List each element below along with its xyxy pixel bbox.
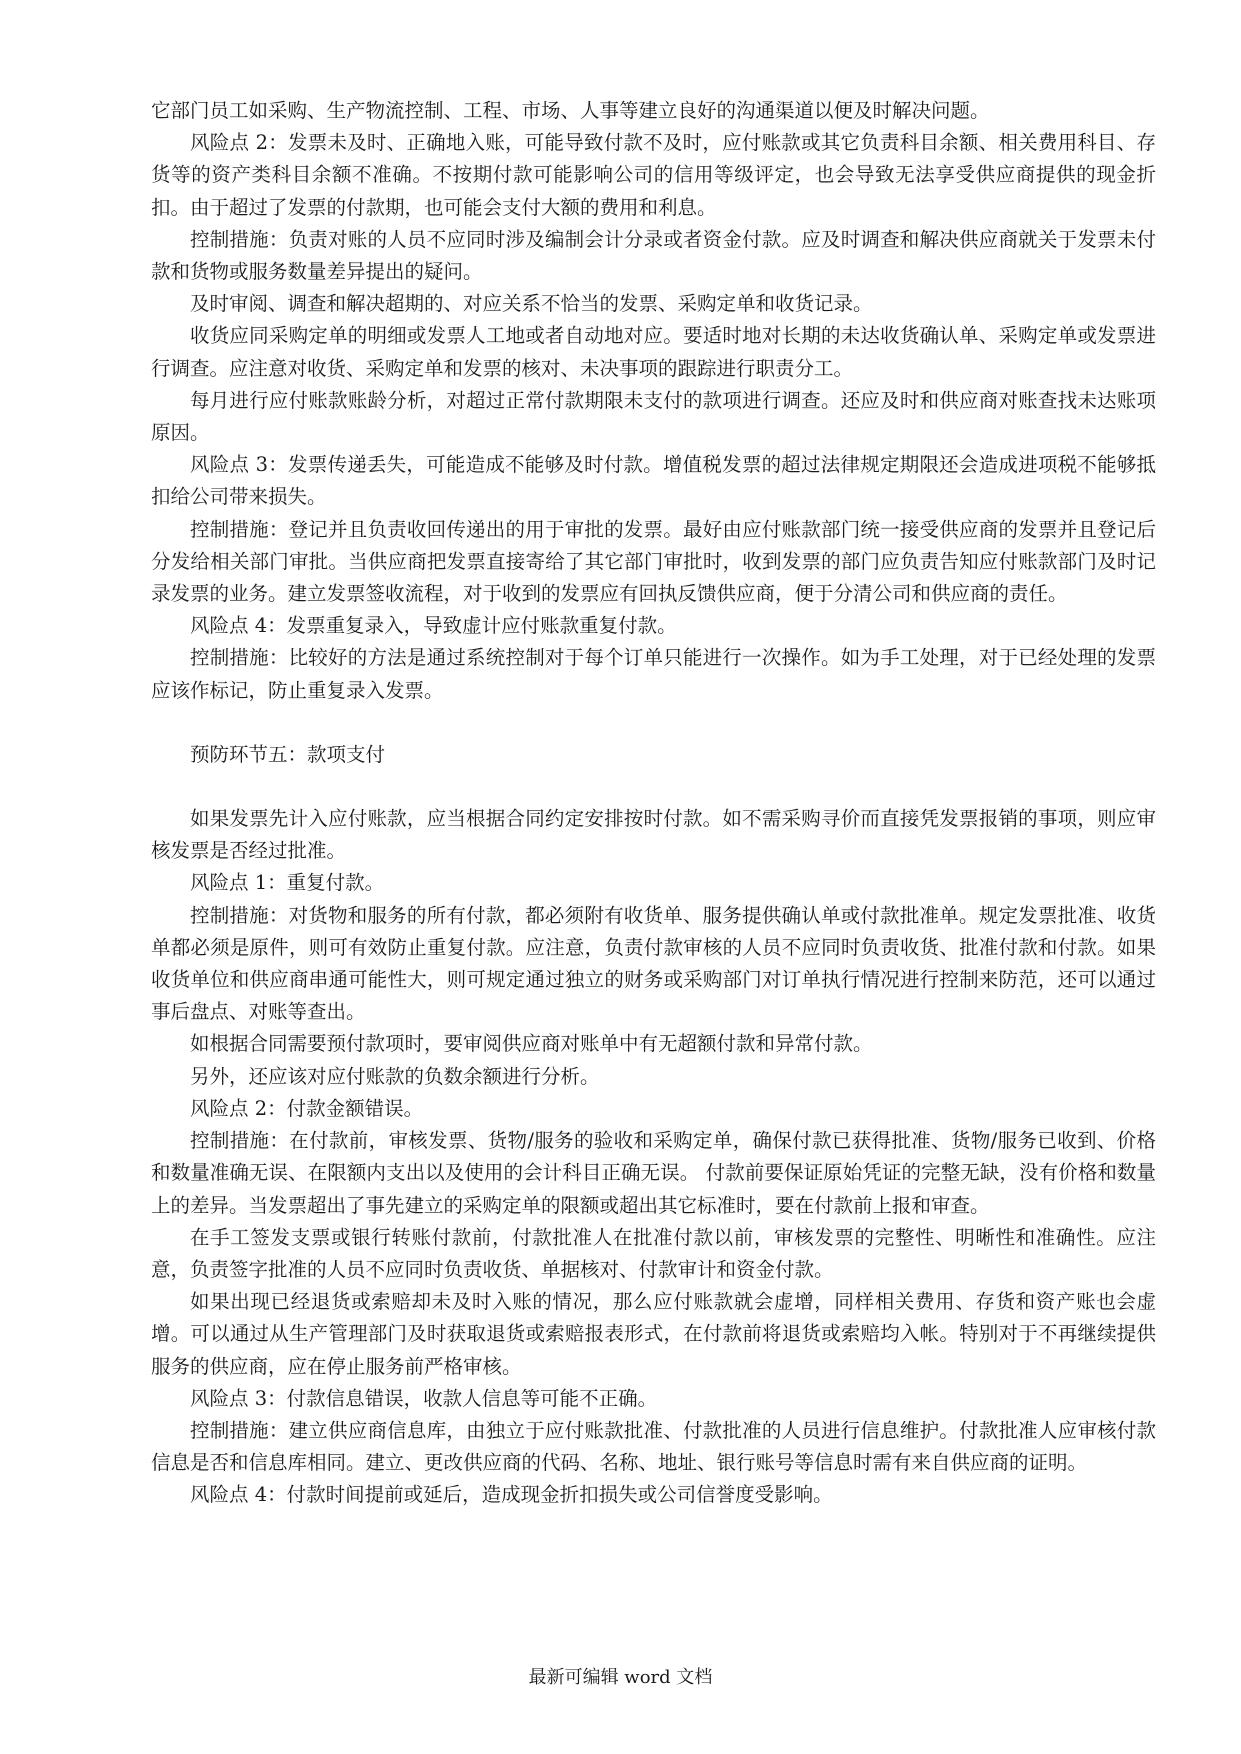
paragraph: 如果发票先计入应付账款，应当根据合同约定安排按时付款。如不需采购寻价而直接凭发票报销的事项，则应审核发票是否经过批准。 — [151, 807, 1156, 863]
paragraph: 控制措施：登记并且负责收回传递出的用于审批的发票。最好由应付账款部门统一接受供应商的发票并且登记后分发给相关部门审批。当供应商把发票直接寄给了其它部门审批时，收到发票的部门应负责告知应付账款部门及时记录发票的业务。建立发票签收流程，对于收到的发票应有回执反馈供应商，便于分清公司和供应商的责任。 — [151, 517, 1156, 606]
paragraph: 控制措施：对货物和服务的所有付款，都必须附有收货单、服务提供确认单或付款批准单。规定发票批准、收货单都必须是原件，则可有效防止重复付款。应注意，负责付款审核的人员不应同时负责收货、批准付款和付款。如果收货单位和供应商串通可能性大，则可规定通过独立的财务或采购部门对订单执行情况进行控制来防范，还可以通过事后盘点、对账等查出。 — [151, 903, 1156, 1024]
paragraph: 控制措施：建立供应商信息库，由独立于应付账款批准、付款批准的人员进行信息维护。付款批准人应审核付款信息是否和信息库相同。建立、更改供应商的代码、名称、地址、银行账号等信息时需有来自供应商的证明。 — [151, 1418, 1156, 1475]
page-footer: 最新可编辑 word 文档 — [528, 1667, 713, 1688]
paragraph: 风险点 4：付款时间提前或延后，造成现金折扣损失或公司信誉度受影响。 — [190, 1483, 833, 1507]
paragraph: 风险点 2：付款金额错误。 — [190, 1096, 424, 1120]
paragraph: 收货应同采购定单的明细或发票人工地或者自动地对应。要适时地对长期的未达收货确认单、采购定单或发票进行调查。应注意对收货、采购定单和发票的核对、未决事项的跟踪进行职责分工。 — [151, 324, 1156, 380]
paragraph: 在手工签发支票或银行转账付款前，付款批准人在批准付款以前，审核发票的完整性、明晰性和准确性。应注意，负责签字批准的人员不应同时负责收货、单据核对、付款审计和资金付款。 — [151, 1225, 1156, 1281]
paragraph: 如果出现已经退货或索赔却未及时入账的情况，那么应付账款就会虚增，同样相关费用、存货和资产账也会虚增。可以通过从生产管理部门及时获取退货或索赔报表形式，在付款前将退货或索赔均入帐。特别对于不再继续提供服务的供应商，应在停止服务前严格审核。 — [151, 1290, 1156, 1378]
paragraph: 风险点 2：发票未及时、正确地入账，可能导致付款不及时，应付账款或其它负责科目余额、相关费用科目、存货等的资产类科目余额不准确。不按期付款可能影响公司的信用等级评定，也会导致无法享受供应商提供的现金折扣。由于超过了发票的付款期，也可能会支付大额的费用和利息。 — [151, 131, 1156, 219]
paragraph: 它部门员工如采购、生产物流控制、工程、市场、人事等建立良好的沟通渠道以便及时解决问题。 — [151, 99, 990, 122]
paragraph: 风险点 3：发票传递丢失，可能造成不能够及时付款。增值税发票的超过法律规定期限还会造成进项税不能够抵扣给公司带来损失。 — [151, 453, 1156, 509]
paragraph: 如根据合同需要预付款项时，要审阅供应商对账单中有无超额付款和异常付款。 — [190, 1032, 873, 1056]
paragraph: 风险点 1：重复付款。 — [190, 871, 385, 895]
paragraph: 每月进行应付账款账龄分析，对超过正常付款期限未支付的款项进行调查。还应及时和供应商对账查找未达账项原因。 — [151, 388, 1156, 445]
document-body — [151, 95, 1156, 1512]
paragraph: 控制措施：负责对账的人员不应同时涉及编制会计分录或者资金付款。应及时调查和解决供应商就关于发票未付款和货物或服务数量差异提出的疑问。 — [151, 227, 1156, 284]
paragraph: 控制措施：在付款前，审核发票、货物/服务的验收和采购定单，确保付款已获得批准、货物/服务已收到、价格和数量准确无误、在限额内支出以及使用的会计科目正确无误。 付款前要保证原始凭证的完整无缺，没有价格和数量上的差异。当发票超出了事先建立的采购定单的限额或超出其它标准时，要在付款前上报和审查。 — [151, 1129, 1156, 1217]
paragraph: 另外，还应该对应付账款的负数余额进行分析。 — [190, 1064, 600, 1088]
paragraph: 风险点 3：付款信息错误，收款人信息等可能不正确。 — [190, 1386, 658, 1410]
paragraph: 控制措施：比较好的方法是通过系统控制对于每个订单只能进行一次操作。如为手工处理，对于已经处理的发票应该作标记，防止重复录入发票。 — [151, 646, 1156, 702]
section-heading: 预防环节五：款项支付 — [190, 742, 386, 766]
paragraph: 风险点 4：发票重复录入，导致虚计应付账款重复付款。 — [190, 614, 677, 638]
paragraph: 及时审阅、调查和解决超期的、对应关系不恰当的发票、采购定单和收货记录。 — [190, 292, 873, 316]
